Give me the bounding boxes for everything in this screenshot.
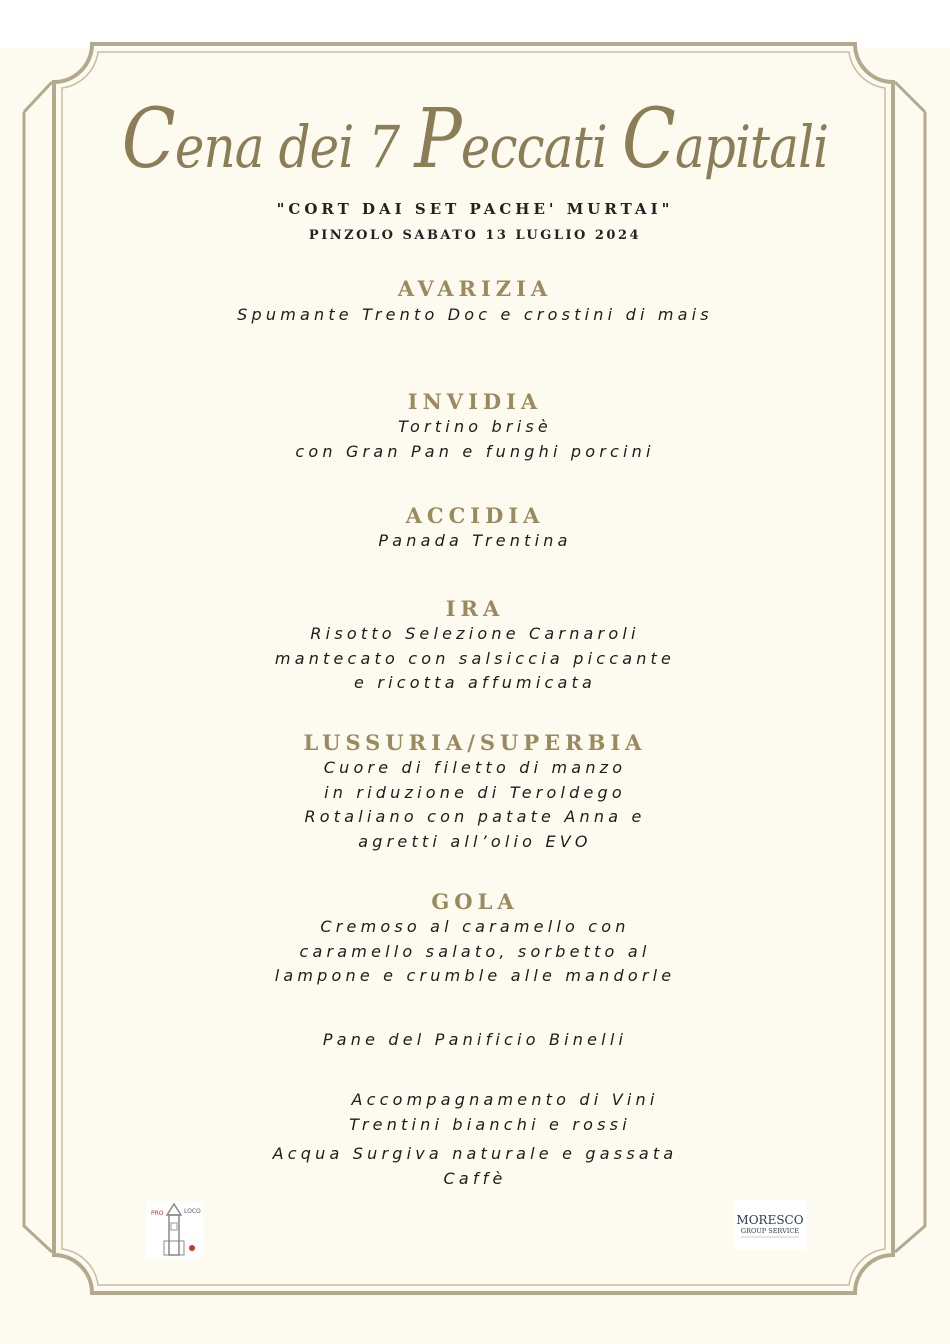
wine-line: Accompagnamento di Vini <box>351 1090 659 1109</box>
course-line: Cuore di filetto di manzo <box>323 758 627 777</box>
svg-text:GROUP SERVICE: GROUP SERVICE <box>740 1227 800 1235</box>
event-name: "CORT DAI SET PACHE' MURTAI" <box>276 200 674 218</box>
course-line: Risotto Selezione Carnaroli <box>310 624 640 643</box>
moresco-logo-icon <box>733 1200 807 1250</box>
water-line: Acqua Surgiva naturale e gassata <box>272 1144 678 1163</box>
course-heading: ACCIDIA <box>405 503 545 528</box>
pro-loco-pinzolo-tower-icon <box>146 1201 204 1259</box>
svg-text:PRO: PRO <box>151 1210 164 1217</box>
course-invidia <box>0 389 950 464</box>
course-lussuria-superbia <box>0 730 950 854</box>
course-line: agretti all’olio EVO <box>358 831 592 851</box>
course-line: in riduzione di Teroldego <box>324 782 626 802</box>
event-date: PINZOLO SABATO 13 LUGLIO 2024 <box>308 228 642 243</box>
drinks-note <box>0 1088 950 1191</box>
course-heading: GOLA <box>431 889 519 914</box>
course-line: lampone e crumble alle mandorle <box>274 966 676 985</box>
course-line: Tortino brisè <box>398 417 552 436</box>
course-line: caramello salato, sorbetto al <box>299 941 651 961</box>
coffee-line: Caffè <box>443 1168 507 1188</box>
pro-loco-logo <box>146 1201 204 1259</box>
menu-title: Cena dei 7 Peccati Capitali <box>121 92 829 187</box>
course-heading: INVIDIA <box>407 389 543 414</box>
svg-text:MORESCO: MORESCO <box>736 1213 804 1227</box>
course-line: e ricotta affumicata <box>354 673 596 692</box>
course-line: con Gran Pan e funghi porcini <box>295 441 655 461</box>
course-line: Spumante Trento Doc e crostini di mais <box>237 305 713 324</box>
svg-text:LOCO: LOCO <box>184 1208 201 1215</box>
course-line: Cremoso al caramello con <box>320 917 630 936</box>
course-heading: LUSSURIA/SUPERBIA <box>303 730 647 755</box>
bread-note: Pane del Panificio Binelli <box>322 1030 628 1049</box>
course-heading: IRA <box>445 596 505 621</box>
course-ira <box>0 596 950 696</box>
course-line: Rotaliano con patate Anna e <box>304 807 646 826</box>
course-gola <box>0 889 950 989</box>
course-accidia <box>0 503 950 554</box>
course-avarizia <box>0 276 950 328</box>
course-line: Panada Trentina <box>378 531 572 550</box>
course-heading: AVARIZIA <box>397 276 553 301</box>
course-line: mantecato con salsiccia piccante <box>274 648 676 668</box>
moresco-logo <box>733 1200 807 1250</box>
wine-line: Trentini bianchi e rossi <box>349 1114 631 1134</box>
